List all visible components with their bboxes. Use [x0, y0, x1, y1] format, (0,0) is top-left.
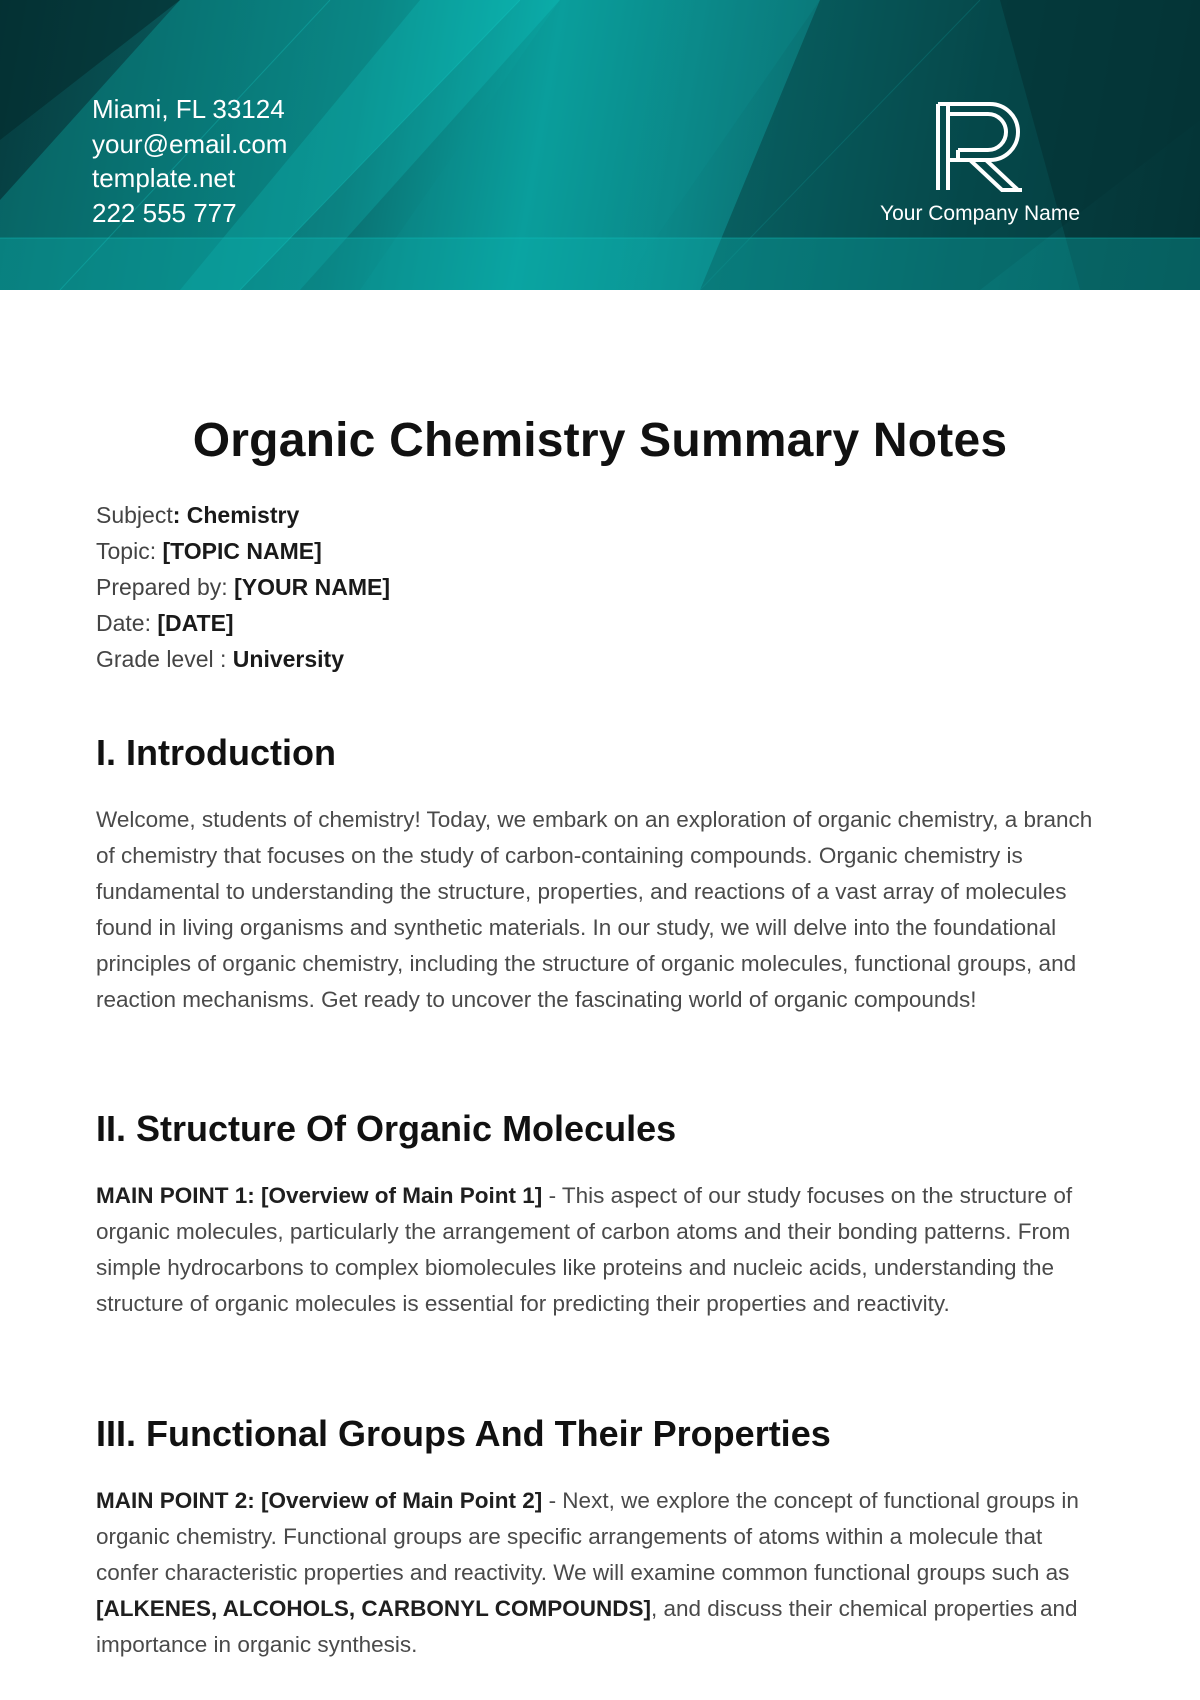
page-title: Organic Chemistry Summary Notes — [192, 414, 1008, 467]
contact-phone: 222 555 777 — [92, 197, 237, 228]
letter-r-logo-icon — [930, 100, 1030, 194]
contact-website[interactable]: template.net — [92, 163, 236, 193]
meta-grade-level — [96, 641, 390, 677]
meta-topic — [96, 533, 390, 569]
main-point-1-lead: MAIN POINT 1: [Overview of Main Point 1] — [96, 1183, 543, 1208]
functional-groups-emphasis: [ALKENES, ALCOHOLS, CARBONYL COMPOUNDS] — [96, 1596, 652, 1621]
meta-subject-label: Subject — [96, 502, 173, 528]
meta-grade-label: Grade level : — [96, 646, 233, 672]
meta-grade-value: University — [232, 646, 345, 672]
company-logo — [860, 100, 1100, 226]
meta-subject-value: : Chemistry — [172, 502, 300, 528]
meta-prepared-label: Prepared by: — [96, 574, 235, 600]
section-heading-structure: II. Structure Of Organic Molecules — [96, 1108, 677, 1149]
meta-topic-label: Topic: — [96, 538, 163, 564]
meta-date — [96, 605, 390, 641]
contact-info — [92, 92, 287, 230]
main-point-2-text-after: , and discuss their chemical properties and importance in organic synthesis. — [96, 1596, 1078, 1657]
section-text-functional-groups — [96, 1483, 1096, 1663]
section-heading-introduction: I. Introduction — [96, 732, 336, 773]
document-meta — [96, 497, 390, 677]
meta-subject — [96, 497, 390, 533]
section-text-introduction: Welcome, students of chemistry! Today, we embark on an exploration of organic chemistry, a branch of chemistry that focuses on the study of carbon-containing compounds. Organic chemistry is fundamental to understanding the structure, properties, and reactions of a vast array of molecules found in living organisms and synthetic materials. In our study, we will delve into the foundational principles of organic chemistry, including the structure of organic molecules, functional groups, and reaction mechanisms. Get ready to uncover the fascinating world of organic compounds! — [96, 807, 1093, 1012]
section-text-structure — [96, 1178, 1096, 1322]
main-point-1-text: - This aspect of our study focuses on the structure of organic molecules, particularly the arrangement of carbon atoms and their bonding patterns. From simple hydrocarbons to complex biomolecules like proteins and nucleic acids, understanding the structure of organic molecules is essential for predicting their properties and reactivity. — [96, 1183, 1073, 1316]
meta-prepared-value: [YOUR NAME] — [234, 574, 390, 600]
main-point-2-lead: MAIN POINT 2: [Overview of Main Point 2] — [96, 1488, 543, 1513]
company-name: Your Company Name — [880, 202, 1080, 225]
meta-date-value: [DATE] — [157, 610, 234, 636]
contact-address: Miami, FL 33124 — [92, 94, 285, 124]
main-point-2-text-before: - Next, we explore the concept of functional groups in organic chemistry. Functional groups are specific arrangements of atoms within a molecule that confer characteristic properties and reactivity. We will examine common functional groups such as — [96, 1488, 1079, 1585]
header-banner — [0, 0, 1200, 290]
section-heading-functional-groups: III. Functional Groups And Their Properties — [96, 1413, 831, 1454]
contact-email[interactable]: your@email.com — [92, 128, 288, 159]
meta-date-label: Date: — [96, 610, 158, 636]
meta-topic-value: [TOPIC NAME] — [162, 538, 322, 564]
meta-prepared-by — [96, 569, 390, 605]
